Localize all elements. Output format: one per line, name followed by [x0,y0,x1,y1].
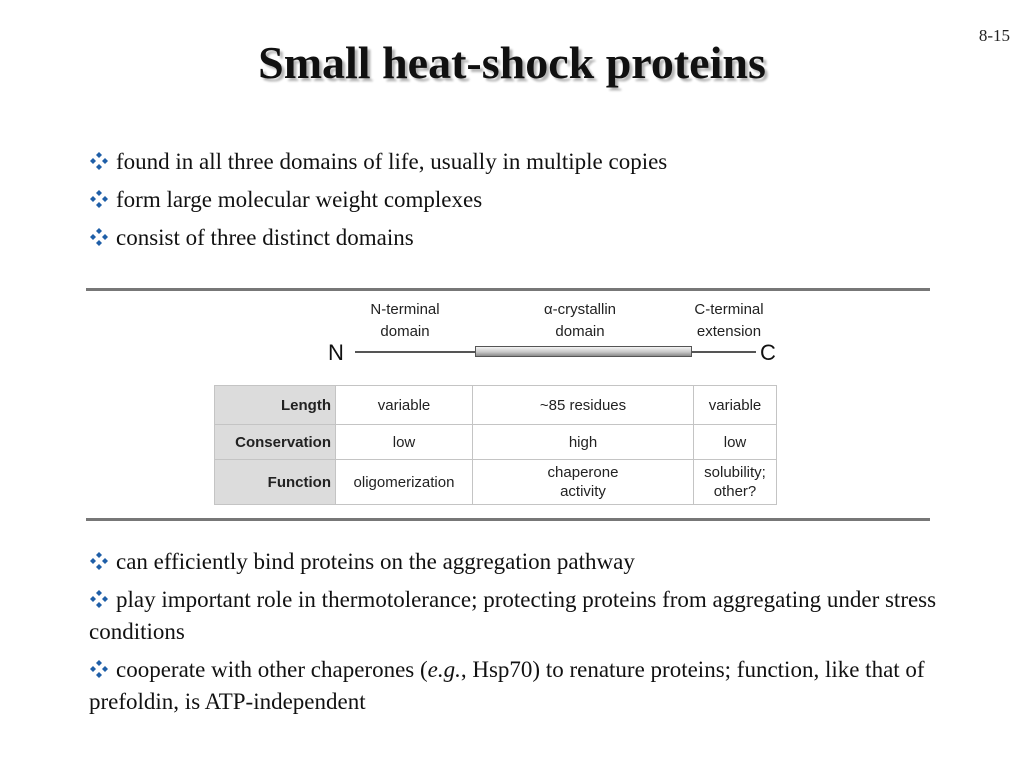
domain-properties-table [214,385,777,505]
diamond-bullet-icon [89,659,109,679]
top-bullet-list [89,146,939,260]
table-row [215,460,777,505]
bullet-item [89,546,939,578]
domain-label-c-terminal: C-terminal extension [694,301,764,340]
bottom-bullet-list [89,546,939,724]
row-header-conservation: Conservation [215,425,336,460]
table-cell: solubility; other? [694,460,777,505]
bullet-item [89,584,939,648]
page-number: 8-15 [978,26,1010,45]
bullet-text: found in all three domains of life, usually in multiple copies [116,149,668,174]
bullet-text-post: , Hsp70) to renature proteins; function, like that of prefoldin, is ATP-independent [89,657,925,714]
bullet-text: can efficiently bind proteins on the aggregation pathway [116,549,635,574]
table-cell: low [694,425,777,460]
bullet-item [89,222,939,254]
bullet-text: form large molecular weight complexes [116,187,483,212]
c-terminal-line [692,351,756,353]
table-cell: low [336,425,473,460]
table-cell: variable [336,386,473,425]
slide-title: Small heat-shock proteins [258,37,766,88]
table-cell: chaperone activity [473,460,694,505]
bullet-item [89,184,939,216]
divider-bottom [86,518,930,521]
bullet-item [89,654,939,718]
table-cell: ~85 residues [473,386,694,425]
c-terminus-label: C [760,340,776,365]
diamond-bullet-icon [89,151,109,171]
table-cell: oligomerization [336,460,473,505]
bullet-text: play important role in thermotolerance; protecting proteins from aggregating under stress conditions [89,587,937,644]
bullet-item [89,146,939,178]
domain-label-alpha-crystallin: α-crystallin domain [543,301,616,340]
bullet-text-emphasis: e.g. [427,657,461,682]
diamond-bullet-icon [89,551,109,571]
divider-top [86,288,930,291]
table-row [215,386,777,425]
row-header-length: Length [215,386,336,425]
alpha-crystallin-bar [475,346,692,357]
bullet-text: consist of three distinct domains [116,225,414,250]
n-terminal-line [355,351,475,353]
n-terminus-label: N [328,340,344,365]
bullet-text-pre: cooperate with other chaperones ( [116,657,428,682]
table-row [215,425,777,460]
diamond-bullet-icon [89,589,109,609]
diamond-bullet-icon [89,227,109,247]
row-header-function: Function [215,460,336,505]
diamond-bullet-icon [89,189,109,209]
table-cell: high [473,425,694,460]
domain-label-n-terminal: N-terminal domain [370,301,440,340]
table-cell: variable [694,386,777,425]
